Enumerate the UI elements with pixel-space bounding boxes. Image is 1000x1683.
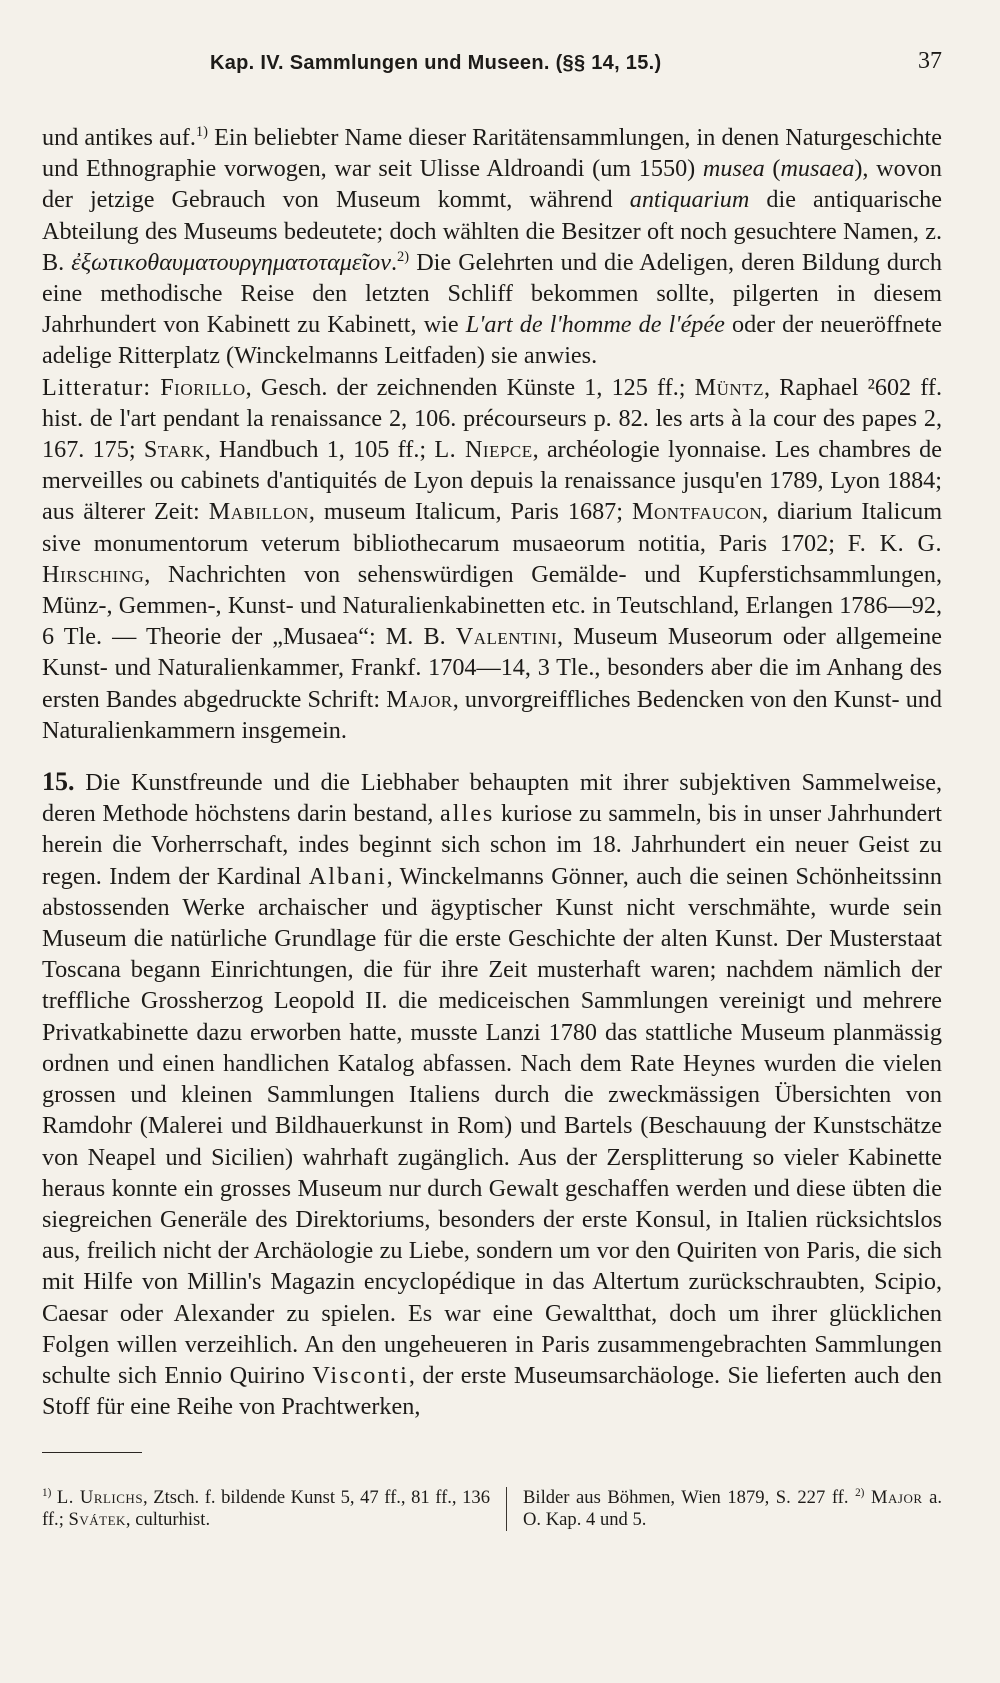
text-run: , Ztsch. f. bildende Kunst 5, 47 ff., 81 ff., 136 ff.; bbox=[42, 1487, 491, 1531]
body-text bbox=[42, 122, 942, 1422]
spaced-emphasis: Visconti bbox=[312, 1361, 409, 1389]
text-run: , Handbuch 1, 105 ff.; bbox=[204, 436, 435, 464]
italic-term: L'art de l'homme de l'épée bbox=[465, 311, 725, 339]
text-run bbox=[864, 1487, 871, 1508]
section-15-paragraph bbox=[42, 766, 942, 1422]
running-title: Kap. IV. Sammlungen und Museen. (§§ 14, 15.) bbox=[210, 52, 662, 74]
page-number: 37 bbox=[918, 48, 942, 74]
italic-term: musea bbox=[702, 155, 765, 183]
author-name: Montfaucon bbox=[632, 498, 763, 526]
text-run: , Raphael ²602 ff. hist. de l'art pendant la renaissance 2, 106. précourseurs p. 82. les arts à la cour des papes 2, 167. 175; bbox=[42, 373, 943, 464]
author-name: Svátek bbox=[68, 1509, 126, 1531]
author-name: Müntz bbox=[694, 373, 764, 401]
text-run: , archéologie lyonnaise. Les chambres de merveilles ou cabinets d'antiquités de Lyon depuis la renaissance jusqu'en 1789, Lyon 1884; aus älterer Zeit: bbox=[42, 436, 942, 526]
footnote-mark-1: 1) bbox=[42, 1487, 52, 1500]
author-name: Stark bbox=[143, 436, 205, 464]
author-name: Valentini bbox=[455, 623, 558, 651]
literature-note bbox=[42, 372, 942, 746]
text-run: ( bbox=[764, 155, 781, 183]
text-run: , museum Italicum, Paris 1687; bbox=[308, 498, 633, 526]
text-run: a. O. Kap. 4 und 5. bbox=[523, 1487, 942, 1531]
italic-term: musaea bbox=[780, 155, 855, 183]
text-run: die antiquarische Abteilung des Museums bedeutete; doch wählten die Besitzer oft noch gesuchtere Namen, z. B. bbox=[42, 186, 943, 276]
greek-term: ἐξωτικοθαυματουργηματοταμεῖον bbox=[71, 248, 391, 276]
footnotes bbox=[42, 1487, 942, 1531]
author-name: Mabillon bbox=[208, 498, 309, 526]
spaced-emphasis: alles bbox=[440, 800, 495, 828]
page-header bbox=[42, 44, 942, 84]
author-name: Fiorillo bbox=[160, 373, 246, 401]
spaced-emphasis: Albani bbox=[308, 862, 387, 890]
footnote-right-column bbox=[507, 1487, 942, 1531]
text-run: kuriose zu sammeln, bis in unser Jahrhundert herein die Vorherrschaft, indes beginnt sich schon im 18. Jahrhundert ein neuer Geist zu regen. Indem der Kardinal bbox=[42, 800, 942, 890]
author-name: F. K. G. Hirsching bbox=[42, 529, 942, 588]
author-name: L. Niepce bbox=[434, 436, 533, 464]
italic-term: antiquarium bbox=[629, 186, 750, 214]
text-run: , Museum Museorum oder allgemeine Kunst- und Naturalienkammer, Frankf. 1704—14, 3 Tle., besonders aber die im Anhang des ersten Bandes abgedruckte Schrift: bbox=[42, 623, 943, 713]
text-run: , culturhist. bbox=[125, 1509, 211, 1531]
author-name: Major bbox=[386, 685, 453, 713]
author-name: Major bbox=[870, 1487, 923, 1509]
intro-paragraph: und antikes auf.$^{1)}$ Ein beliebter Name dieser Raritätensammlungen, in denen Naturgeschichte und Ethnographie vorwogen, war seit Ulisse Aldroandi (um 1550) musea (musaea), wovon der jetzige Gebrauch von Museum kommt, während antiquarium die antiquarische Abteilung des Museums bedeutete; doch wählten die Besitzer oft noch gesuchtere Namen, z. B. ἐξωτικοθαυματουργηματοταμεῖον.$^{2)}$ Die Gelehrten und die Adeligen, deren Bildung durch eine methodische Reise den letzten Schliff bekommen sollte, pilgerten in diesem Jahrhundert von Kabinett zu Kabinett, wie L'art de l'homme de l'épée oder der neueröffnete adelige Ritterplatz (Winckelmanns Leitfaden) sie anwies. bbox=[42, 123, 943, 370]
text-run: Bilder aus Böhmen, Wien 1879, S. 227 ff. bbox=[523, 1487, 856, 1509]
text-run: , Winckelmanns Gönner, auch die seinen Schönheitssinn abstossenden Werke archaischer und ägyptischer Kunst nicht verschmähte, wurde sein Museum die natürliche Grundlage für die erste Geschichte der alten Kunst. Der Musterstaat Toscana begann Einrichtungen, die für ihre Zeit musterhaft waren; nachdem nämlich der treffliche Grossherzog Leopold II. die mediceischen Sammlungen vereinigt und mehrere Privatkabinette dazu erworben hatte, musste Lanzi 1780 das stattliche Museum planmässig ordnen und einen handlichen Katalog abfassen. Nach dem Rate Heynes wurden die vielen grossen und kleinen Sammlungen Italiens durch die zweckmässigen Übersichten von Ramdohr (Malerei und Bildhauerkunst in Rom) und Bartels (Beschauung der Kunstschätze von Neapel und Sicilien) wahrhaft zugänglich. Aus der Zersplitterung so vieler Kabinette heraus konnte ein grosses Museum nur durch Gewalt geschaffen werden und diese übten die siegreichen Generäle des Direktoriums, besonders der erste Konsul, in Italien rücksichtslos aus, freilich nicht der Archäologie zu Liebe, sondern um vor den Quiriten von Paris, die sich mit Hilfe von Millin's Magazin encyclopédique in das Altertum zurückschraubten, Scipio, Caesar oder Alexander zu spielen. Es war eine Gewaltthat, doch um ihrer glücklichen Folgen willen verzeihlich. An den ungeheueren in Paris zusammengebrachten Sammlungen schulte sich Ennio Quirino bbox=[42, 862, 942, 1389]
text-run: oder der neueröffnete adelige Ritterplatz (Winckelmanns Leitfaden) sie anwies. bbox=[42, 311, 942, 370]
text-run: und antikes auf. bbox=[42, 124, 196, 151]
text-run: , unvorgreiffliches Bedencken von den Kunst- und Naturalienkammern insgemein. bbox=[42, 685, 942, 744]
footnote-ref-1: 1) bbox=[195, 123, 208, 140]
text-run: Die Gelehrten und die Adeligen, deren Bildung durch eine methodische Reise den letzten Schliff bekommen sollte, pilgerten in diesem Jahrhundert von Kabinett zu Kabinett, wie bbox=[42, 248, 942, 339]
text-run: , der erste Museumsarchäologe. Sie lieferten auch den Stoff für eine Reihe von Prachtwerken, bbox=[42, 1361, 942, 1421]
text-run: , Gesch. der zeichnenden Künste 1, 125 ff.; bbox=[245, 373, 695, 401]
footnote-left-column bbox=[42, 1487, 507, 1531]
literature-lead: Litteratur: bbox=[42, 373, 152, 401]
text-run: Ein beliebter Name dieser Raritätensammlungen, in denen Naturgeschichte und Ethnographie vorwogen, war seit Ulisse Aldroandi (um 1550) bbox=[42, 124, 942, 183]
text-run: , diarium Italicum sive monumentorum veterum bibliothecarum musaeorum notitia, Paris 1702; bbox=[42, 498, 943, 557]
footnote-ref-2: 2) bbox=[397, 248, 410, 265]
text-run bbox=[151, 374, 160, 401]
text-run: , Nachrichten von sehenswürdigen Gemälde- und Kupferstichsammlungen, Münz-, Gemmen-, Kunst- und Naturalienkabinetten etc. in Teutschland, Erlangen 1786—92, 6 Tle. — Theorie der „Musaea“: M. B. bbox=[42, 560, 942, 651]
footnote-mark-2: 2) bbox=[855, 1487, 865, 1500]
section-number: 15. bbox=[42, 767, 75, 797]
text-run: Die Kunstfreunde und die Liebhaber behaupten mit ihrer subjektiven Sammelweise, deren Methode höchstens darin bestand, bbox=[42, 769, 942, 828]
author-name: L. Urlichs bbox=[56, 1487, 144, 1509]
footnote-separator bbox=[42, 1452, 142, 1453]
text-run: ), wovon der jetzige Gebrauch von Museum kommt, während bbox=[42, 155, 942, 214]
